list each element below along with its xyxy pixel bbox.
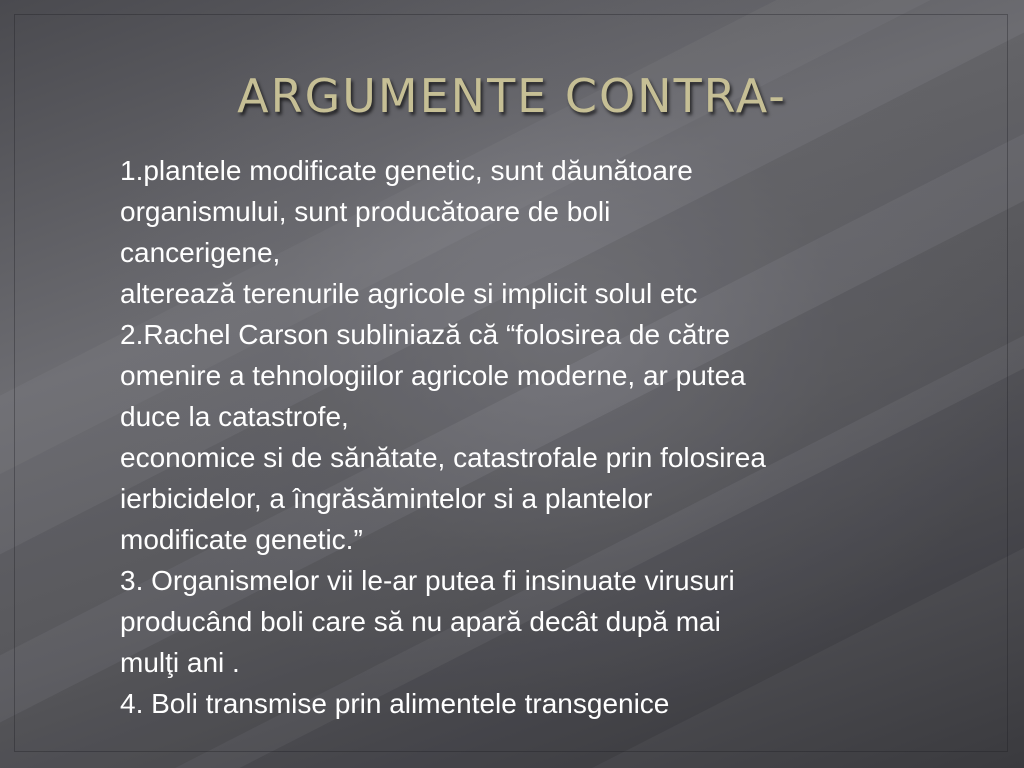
body-line: mulţi ani . <box>120 647 240 678</box>
slide-body <box>120 150 920 724</box>
body-line: omenire a tehnologiilor agricole moderne, ar putea <box>120 360 746 391</box>
body-line: cancerigene, <box>120 237 281 268</box>
body-line: organismului, sunt producătoare de boli <box>120 196 611 227</box>
body-line: duce la catastrofe, <box>120 401 349 432</box>
body-line: producând boli care să nu apară decât după mai <box>120 606 721 637</box>
body-line: alterează terenurile agricole si implicit solul etc <box>120 278 698 309</box>
body-line: modificate genetic.” <box>120 524 363 555</box>
body-line: 2.Rachel Carson subliniază că “folosirea de către <box>120 319 731 350</box>
body-line: 4. Boli transmise prin alimentele transgenice <box>120 688 670 719</box>
slide-title: ARGUMENTE CONTRA- <box>237 69 787 123</box>
body-line: ierbicidelor, a îngrăsămintelor si a plantelor <box>120 483 653 514</box>
body-line: 1.plantele modificate genetic, sunt dăunătoare <box>120 155 693 186</box>
body-line: economice si de sănătate, catastrofale prin folosirea <box>120 442 766 473</box>
body-line: 3. Organismelor vii le-ar putea fi insinuate virusuri <box>120 565 735 596</box>
